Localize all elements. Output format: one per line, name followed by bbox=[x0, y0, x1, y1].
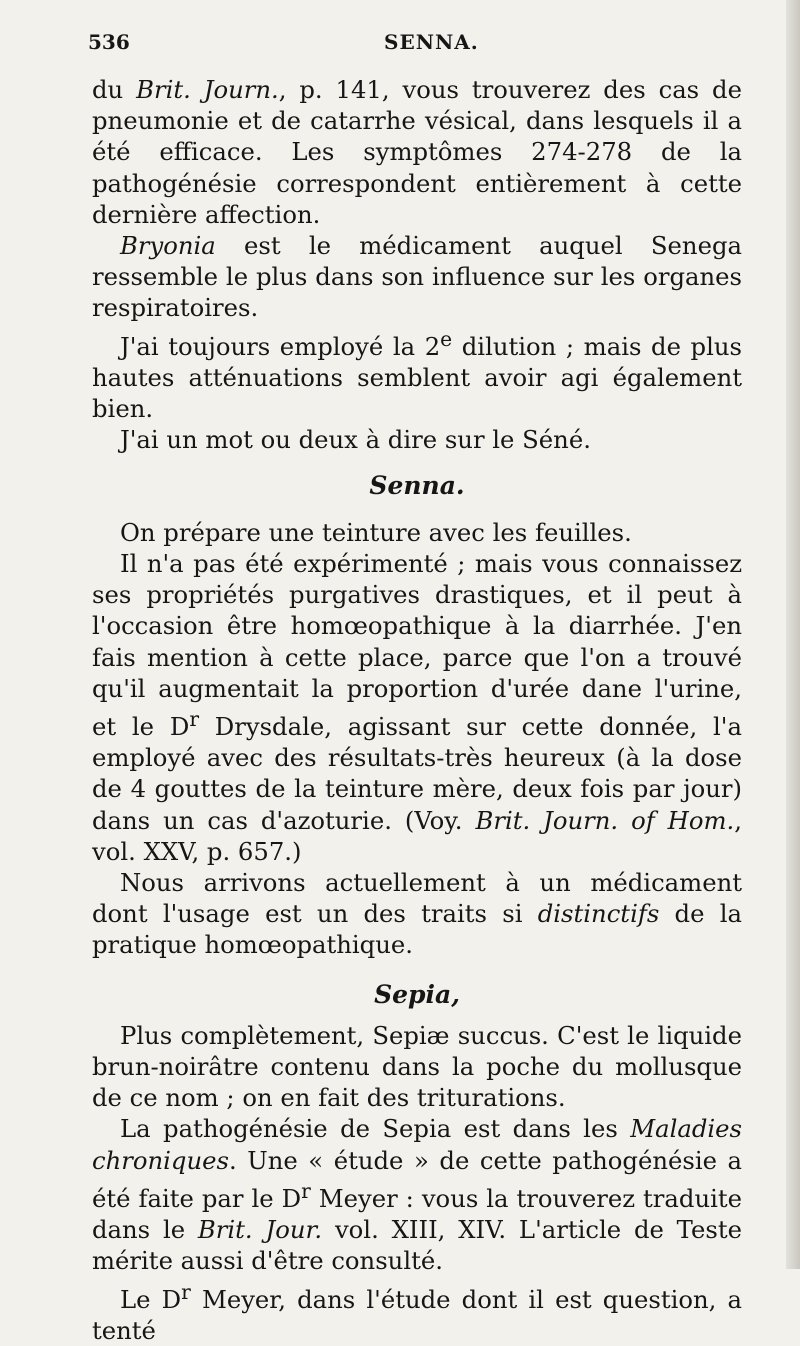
superscript-text: r bbox=[301, 1178, 311, 1203]
paragraph: du Brit. Journ., p. 141, vous trouverez des cas de pneumonie et de catarrhe vésical, dans lesquels il a été efficace. Les symptômes 274-278 de la pathogénésie correspondent entièrement à cette dernière affection. bbox=[92, 75, 742, 229]
page-number: 536 bbox=[88, 30, 130, 54]
section-title-senna: Senna. bbox=[369, 470, 465, 500]
paragraph: La pathogénésie de Sepia est dans les Maladies chroniques. Une « étude » de cette pathogénésie a été faite par le $D^r$ Meyer : vous la trouverez traduite dans le Brit. Jour. vol. XIII, XIV. L'article de Teste mérite aussi d'être consulté. bbox=[92, 1114, 743, 1276]
italic-text: Brit. Journ. bbox=[136, 75, 279, 104]
page-header bbox=[88, 30, 748, 66]
italic-text: distinctifs bbox=[537, 899, 660, 929]
paragraph: J'ai un mot ou deux à dire sur le Séné. bbox=[120, 425, 591, 455]
italic-text: Brit. Jour. bbox=[197, 1215, 323, 1245]
superscript-text: e bbox=[440, 326, 453, 351]
paragraph: Plus complètement, Sepiæ succus. C'est le liquide brun-noirâtre contenu dans la poche du mollusque de ce nom ; on en fait des triturations. bbox=[92, 1020, 742, 1113]
paragraph: Nous arrivons actuellement à un médicament dont l'usage est un des traits si distinctifs de la pratique homœopathique. bbox=[92, 868, 742, 960]
running-head: SENNA. bbox=[384, 30, 479, 54]
paragraph: J'ai toujours employé la 2e dilution ; mais de plus hautes atténuations semblent avoir agi également bien. bbox=[92, 326, 742, 424]
paragraph: Bryonia est le médicament auquel Senega ressemble le plus dans son influence sur les organes respiratoires. bbox=[92, 231, 742, 323]
page-edge bbox=[786, 0, 800, 1269]
italic-text: Brit. Journ. of Hom. bbox=[475, 805, 735, 835]
paragraph: On prépare une teinture avec les feuilles. bbox=[120, 517, 632, 547]
body-text bbox=[92, 74, 742, 1346]
italic-text: Maladies chroniques bbox=[92, 1114, 742, 1175]
paragraph: Il n'a pas été expérimenté ; mais vous connaissez ses propriétés purgatives drastiques, et il peut à l'occasion être homœopathique à la diarrhée. J'en fais mention à cette place, parce que l'on a trouvé qu'il augmentait la proportion d'urée dane l'urine, et le $D^r$ Drysdale, agissant sur cette donnée, l'a employé avec des résultats-très heureux (à la dose de 4 gouttes de la teinture mère, deux fois par jour) dans un cas d'azoturie. (Voy. Brit. Journ. of Hom., vol. XXV, p. 657.) bbox=[92, 548, 742, 866]
italic-text: Bryonia bbox=[120, 231, 216, 261]
section-title-sepia: Sepia, bbox=[374, 979, 460, 1009]
paragraph: Le $D^r$ Meyer, dans l'étude dont il est question, a tenté bbox=[92, 1279, 742, 1345]
superscript-text: r bbox=[181, 1279, 191, 1304]
superscript-text: r bbox=[189, 706, 199, 731]
